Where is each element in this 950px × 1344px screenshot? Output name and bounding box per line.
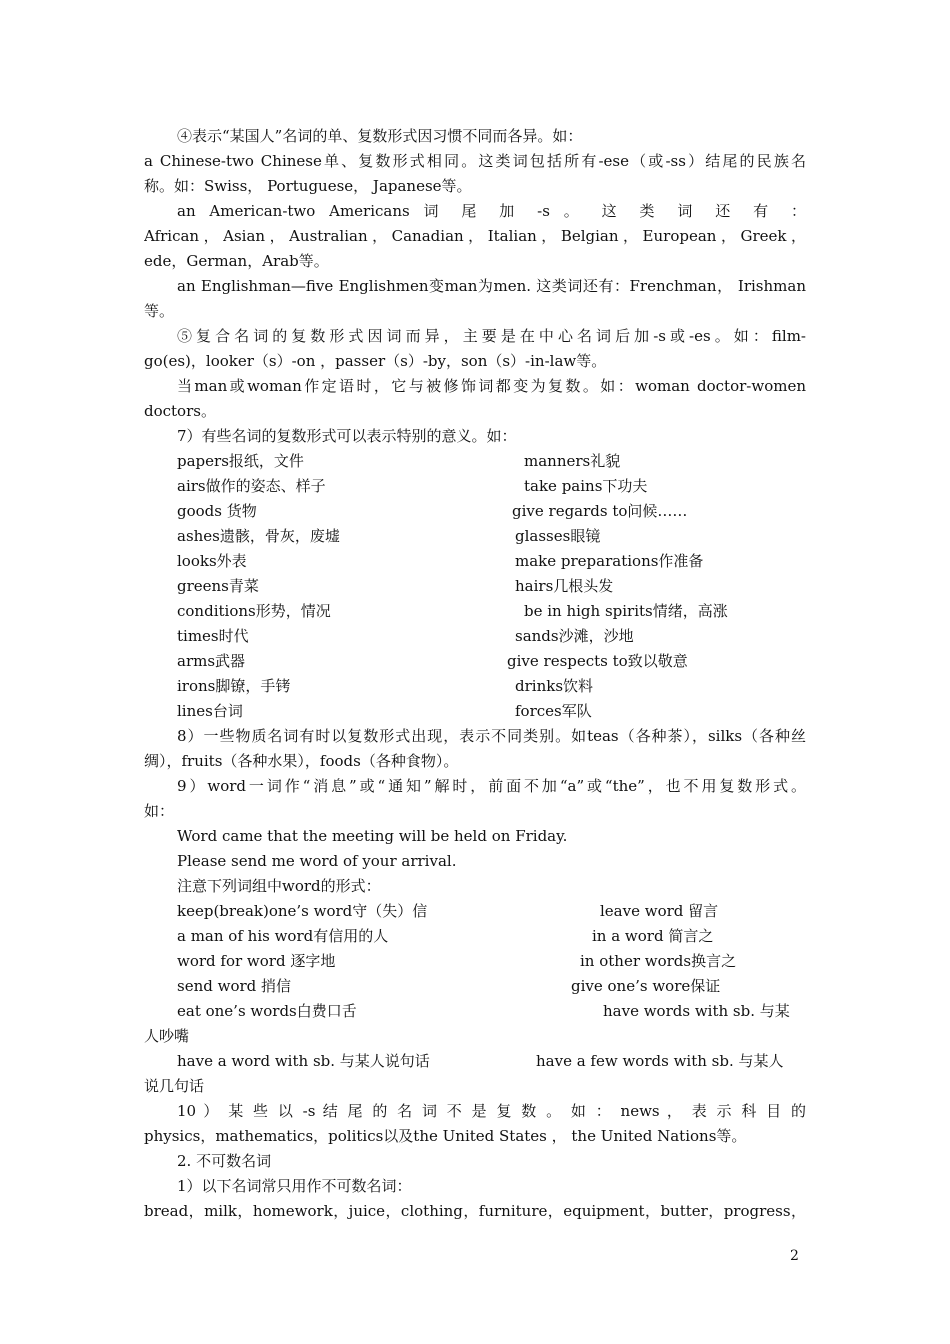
- list-item-right: give one’s wore保证: [571, 977, 721, 995]
- list-item-right: have a few words with sb. 与某人: [536, 1052, 784, 1070]
- example-sentence-1: Word came that the meeting will be held on Friday.: [177, 827, 568, 845]
- list-item-left: keep(break)one’s word守（失）信: [177, 902, 428, 920]
- list-item-left: irons脚镣，手铐: [177, 677, 291, 695]
- para-compound-line2: go(es)，looker（s）-on ，passer（s）-by，son（s）-in-law等。: [144, 352, 607, 370]
- list-item-left: arms武器: [177, 652, 246, 670]
- list-item-right: give regards to问候……: [512, 502, 688, 520]
- list-item-right: take pains下功夫: [524, 477, 648, 495]
- para-uncountable-intro: 1）以下名词常只用作不可数名词：: [177, 1177, 412, 1195]
- list-item-left: eat one’s words白费口舌: [177, 1002, 357, 1020]
- para-word-line2: 如：: [144, 802, 175, 820]
- para-s-ending-line2: physics，mathematics，politics以及the United States ， the United Nations等。: [144, 1127, 747, 1145]
- list-item-right: make preparations作准备: [515, 552, 704, 570]
- list-item-left: 说几句话: [144, 1077, 205, 1095]
- list-item-left: greens青菜: [177, 577, 259, 595]
- list-item-left: goods 货物: [177, 502, 257, 520]
- list-item-right: manners礼貌: [524, 452, 621, 470]
- list-item-right: leave word 留言: [600, 902, 719, 920]
- para-man-woman-line1: 当man或woman作定语时，它与被修饰词都变为复数。如：woman doctor-women: [177, 377, 806, 395]
- para-englishman-line1: an Englishman—five Englishmen变man为men. 这类词还有：Frenchman， Irishman: [177, 277, 806, 295]
- para-chinese-line2: 称。如：Swiss， Portuguese， Japanese等。: [144, 177, 472, 195]
- para-word-line1: 9）word一词作“消息”或“通知”解时，前面不加“a”或“the”，也不用复数形式。: [177, 777, 806, 795]
- note-word-phrases: 注意下列词组中word的形式：: [177, 877, 381, 895]
- list-item-left: airs做作的姿态、样子: [177, 477, 326, 495]
- list-item-right: be in high spirits情绪，高涨: [524, 602, 728, 620]
- para-nationality-heading: ④表示“某国人”名词的单、复数形式因习惯不同而各异。如：: [177, 127, 583, 145]
- list-item-right: give respects to致以敬意: [507, 652, 688, 670]
- page-number: 2: [790, 1248, 799, 1264]
- para-material-nouns-line1: 8）一些物质名词有时以复数形式出现，表示不同类别。如teas（各种茶），silks（各种丝: [177, 727, 806, 745]
- list-item-right: hairs几根头发: [515, 577, 614, 595]
- list-item-right: sands沙滩，沙地: [515, 627, 634, 645]
- section-heading-uncountable: 2. 不可数名词: [177, 1152, 272, 1170]
- list-item-left: papers报纸，文件: [177, 452, 304, 470]
- list-item-left: send word 捎信: [177, 977, 292, 995]
- list-item-left: a man of his word有信用的人: [177, 927, 389, 945]
- para-chinese-line1: a Chinese-two Chinese单、复数形式相同。这类词包括所有-ese（或-ss）结尾的民族名: [144, 152, 806, 170]
- list-item-right: glasses眼镜: [515, 527, 601, 545]
- para-special-meaning-heading: 7）有些名词的复数形式可以表示特别的意义。如：: [177, 427, 517, 445]
- para-man-woman-line2: doctors。: [144, 402, 216, 420]
- list-item-right: have words with sb. 与某: [603, 1002, 790, 1020]
- list-item-left: looks外表: [177, 552, 247, 570]
- list-item-left: have a word with sb. 与某人说句话: [177, 1052, 430, 1070]
- list-item-right: in a word 简言之: [592, 927, 714, 945]
- list-item-right: drinks饮料: [515, 677, 594, 695]
- list-item-left: conditions形势，情况: [177, 602, 331, 620]
- para-american-line1: an American-two Americans 词 尾 加 -s 。 这 类 词 还 有 ：: [177, 202, 806, 220]
- para-american-line2: African，Asian，Australian，Canadian，Italian，Belgian，European，Greek，: [144, 227, 806, 245]
- para-material-nouns-line2: 绸），fruits（各种水果），foods（各种食物）。: [144, 752, 459, 770]
- list-item-left: 人吵嘴: [144, 1027, 190, 1045]
- list-item-left: times时代: [177, 627, 249, 645]
- list-item-left: lines台词: [177, 702, 243, 720]
- list-item-right: forces军队: [515, 702, 592, 720]
- para-compound-line1: ⑤复合名词的复数形式因词而异，主要是在中心名词后加-s或-es。如：film-: [177, 327, 806, 345]
- list-item-left: word for word 逐字地: [177, 952, 336, 970]
- para-englishman-line2: 等。: [144, 302, 175, 320]
- para-s-ending-line1: 10 ） 某 些 以 -s 结 尾 的 名 词 不 是 复 数 。 如 ： news ， 表 示 科 目 的: [177, 1102, 806, 1120]
- para-american-line3: ede，German，Arab等。: [144, 252, 329, 270]
- list-item-right: in other words换言之: [580, 952, 737, 970]
- example-sentence-2: Please send me word of your arrival.: [177, 852, 457, 870]
- list-item-left: ashes遗骸，骨灰，废墟: [177, 527, 340, 545]
- para-uncountable-list: bread，milk，homework，juice，clothing，furniture，equipment，butter，progress，: [144, 1202, 806, 1220]
